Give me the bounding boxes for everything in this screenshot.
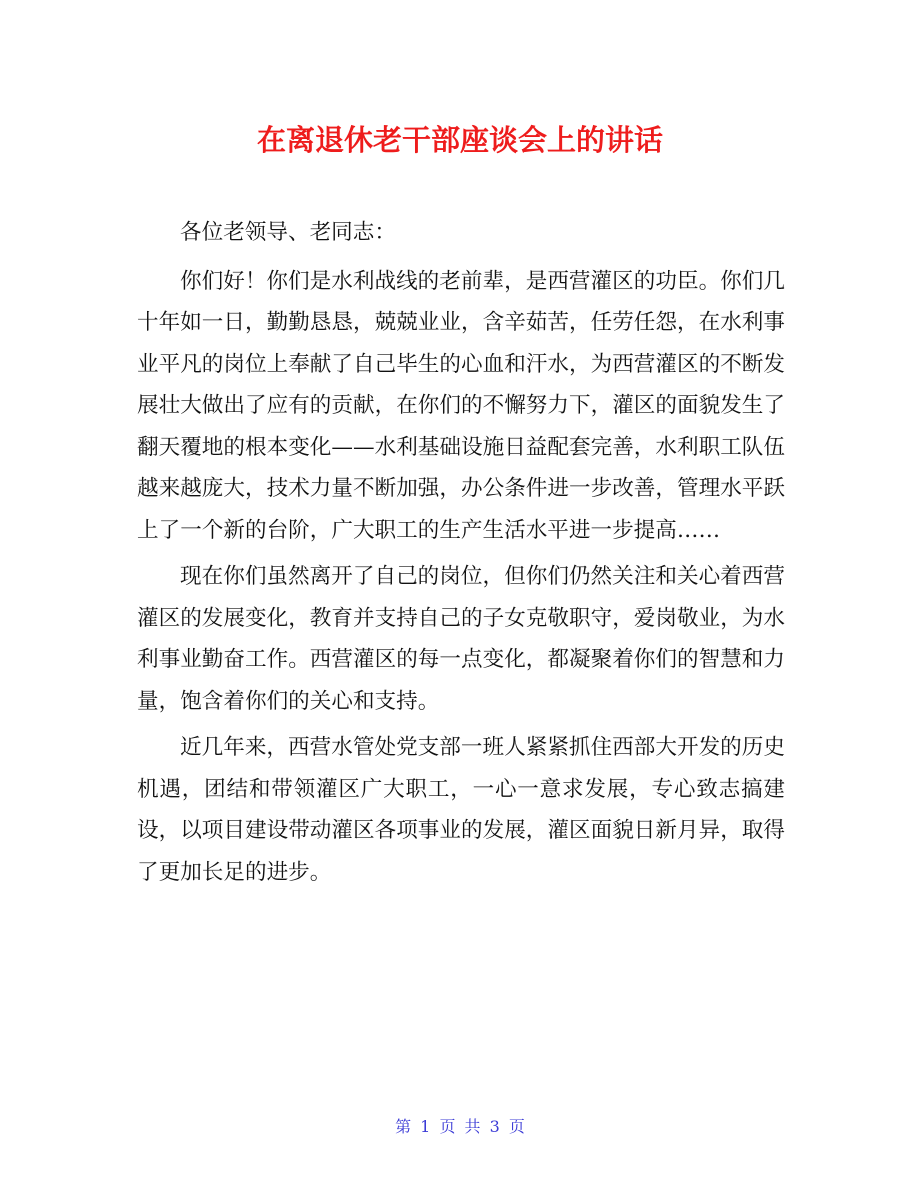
document-title: 在离退休老干部座谈会上的讲话 [256,123,663,157]
paragraph-2: 现在你们虽然离开了自己的岗位，但你们仍然关注和关心着西营灌区的发展变化，教育并支持自己的子女克敬职守，爱岗敬业，为水利事业勤奋工作。西营灌区的每一点变化，都凝聚着你们的智慧和力量，饱含着你们的关心和支持。 [137,564,785,714]
page-number: 第 1 页 共 3 页 [395,1117,525,1136]
paragraph-3: 近几年来，西营水管处党支部一班人紧紧抓住西部大开发的历史机遇，团结和带领灌区广大职工，一心一意求发展，专心致志搞建设，以项目建设带动灌区各项事业的发展，灌区面貌日新月异，取得了更加长足的进步。 [137,735,785,885]
paragraph-1: 你们好！你们是水利战线的老前辈，是西营灌区的功臣。你们几十年如一日，勤勤恳恳，兢兢业业，含辛茹苦，任劳任怨，在水利事业平凡的岗位上奉献了自己毕生的心血和汗水，为西营灌区的不断发展壮大做出了应有的贡献，在你们的不懈努力下，灌区的面貌发生了翻天覆地的根本变化——水利基础设施日益配套完善，水利职工队伍越来越庞大，技术力量不断加强，办公条件进一步改善，管理水平跃上了一个新的台阶，广大职工的生产生活水平进一步提高…… [137,268,785,543]
document-body [137,212,785,898]
salutation: 各位老领导、老同志： [180,220,396,245]
